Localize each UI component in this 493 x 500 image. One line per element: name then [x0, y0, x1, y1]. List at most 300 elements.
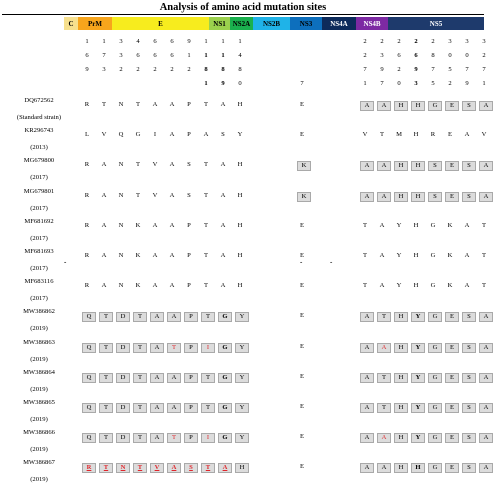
residue-cell: E	[445, 373, 459, 383]
residue-cell: H	[394, 312, 408, 322]
residue-cell: G	[218, 343, 232, 353]
title-rule	[2, 14, 484, 15]
residue-cell: A	[167, 373, 181, 383]
residue-cell: G	[218, 373, 232, 383]
residue-cell: Q	[82, 433, 96, 443]
position-digit: 0	[448, 52, 452, 59]
position-digit: 9	[187, 38, 191, 45]
position-digit: 6	[414, 52, 418, 59]
position-digit: 7	[380, 80, 384, 87]
residue-cell: P	[187, 252, 191, 259]
position-digit: 2	[482, 52, 486, 59]
residue-cell: A	[479, 312, 493, 322]
residue-cell: N	[118, 191, 124, 199]
residue-cell: G	[428, 373, 442, 383]
residue-cell: A	[377, 433, 391, 443]
position-digit: 7	[363, 66, 367, 73]
residue-cell: P	[187, 131, 191, 139]
residue-cell: H	[394, 192, 408, 202]
residue-cell: A	[360, 312, 374, 322]
region-ns4a: NS4A	[322, 17, 356, 30]
residue-cell: S	[462, 343, 476, 353]
residue-cell: G	[428, 403, 442, 413]
region-ns2b: NS2B	[253, 17, 290, 30]
position-digit: 9	[85, 66, 89, 73]
residue-cell: Y	[235, 373, 249, 383]
residue-cell: A	[360, 343, 374, 353]
residue-cell: A	[218, 463, 232, 473]
position-digit: 2	[153, 66, 157, 73]
residue-cell: E	[299, 463, 305, 471]
residue-cell: A	[464, 252, 470, 259]
region-ns2a: NS2A	[230, 17, 253, 30]
residue-cell: E	[299, 221, 305, 229]
position-digit: 7	[482, 66, 486, 73]
residue-cell: Y	[235, 403, 249, 413]
residue-cell: T	[481, 221, 487, 229]
position-digit: 3	[414, 80, 418, 87]
position-digit: 8	[431, 52, 435, 59]
residue-cell: V	[152, 191, 158, 199]
residue-cell: K	[447, 282, 453, 290]
residue-cell: A	[152, 282, 158, 290]
residue-cell: A	[203, 131, 209, 139]
residue-cell: A	[377, 161, 391, 171]
residue-cell: E	[299, 282, 305, 290]
residue-cell: H	[413, 252, 419, 259]
residue-cell: T	[133, 343, 147, 353]
residue-cell: S	[462, 433, 476, 443]
residue-cell: Y	[411, 312, 425, 322]
residue-cell: T	[481, 252, 487, 259]
residue-cell: Q	[118, 131, 124, 139]
position-digit: 3	[380, 52, 384, 59]
residue-cell: A	[379, 282, 385, 290]
residue-cell: S	[462, 192, 476, 202]
residue-cell: T	[135, 191, 141, 199]
position-digit: 0	[238, 80, 242, 87]
strain-id: MF681692	[24, 217, 54, 225]
residue-cell: R	[84, 191, 90, 199]
residue-cell: A	[150, 312, 164, 322]
position-digit: 3	[448, 38, 452, 45]
residue-cell: T	[133, 373, 147, 383]
strain-id: DQ672562	[24, 97, 54, 104]
residue-cell: T	[99, 373, 113, 383]
position-digit: 2	[170, 66, 174, 73]
strain-label	[0, 428, 78, 454]
position-digit: 3	[119, 52, 123, 59]
residue-cell: E	[299, 101, 305, 108]
residue-cell: S	[462, 373, 476, 383]
residue-cell: A	[150, 343, 164, 353]
position-digit: 8	[238, 66, 242, 73]
position-digit: 3	[102, 66, 106, 73]
strain-label	[0, 338, 78, 364]
strain-year: (2017)	[30, 204, 48, 212]
position-digit: 6	[153, 38, 157, 45]
residue-cell: A	[152, 101, 158, 108]
strain-label	[0, 126, 78, 152]
residue-cell: G	[430, 221, 436, 229]
residue-cell: A	[464, 282, 470, 290]
strain-id: MW386866	[23, 429, 55, 437]
residue-cell: H	[413, 221, 419, 229]
position-digit: 4	[136, 38, 140, 45]
position-digit: 7	[102, 52, 106, 59]
residue-cell: E	[445, 192, 459, 202]
residue-cell: T	[99, 312, 113, 322]
residue-cell: R	[430, 131, 436, 139]
residue-cell: A	[464, 131, 470, 139]
position-digit: 7	[465, 66, 469, 73]
residue-cell: G	[428, 312, 442, 322]
residue-cell: P	[184, 312, 198, 322]
residue-cell: T	[99, 343, 113, 353]
position-digit: 7	[431, 66, 435, 73]
residue-cell: A	[360, 161, 374, 171]
strain-label	[0, 398, 78, 424]
strain-label	[0, 368, 78, 394]
strain-id: MG679801	[23, 187, 55, 195]
residue-cell: H	[394, 463, 408, 473]
residue-cell: T	[203, 252, 209, 259]
residue-cell: H	[394, 161, 408, 171]
residue-cell: T	[101, 101, 107, 108]
strain-label	[0, 96, 78, 122]
strain-year: (2019)	[30, 385, 48, 393]
residue-cell: A	[169, 221, 175, 229]
strain-id: MF681693	[24, 248, 54, 255]
residue-cell: T	[377, 403, 391, 413]
residue-cell: A	[377, 463, 391, 473]
position-digit: 9	[380, 66, 384, 73]
residue-cell: Y	[396, 221, 402, 229]
strain-year: (2017)	[30, 234, 48, 242]
position-digit: 9	[414, 66, 418, 73]
residue-cell: N	[118, 101, 124, 108]
strain-year: (2017)	[30, 295, 48, 303]
residue-cell: A	[479, 433, 493, 443]
position-digit: 7	[300, 80, 304, 87]
residue-cell: H	[237, 252, 243, 259]
residue-cell: N	[118, 161, 124, 169]
residue-cell: Y	[235, 312, 249, 322]
residue-cell: V	[481, 131, 487, 139]
residue-cell: P	[184, 373, 198, 383]
residue-cell: A	[220, 191, 226, 199]
residue-cell: T	[201, 403, 215, 413]
residue-cell: A	[377, 101, 391, 111]
region-prm: PrM	[78, 17, 112, 30]
strain-id: MW386867	[23, 459, 55, 467]
residue-cell: S	[221, 131, 225, 139]
residue-cell: T	[133, 312, 147, 322]
position-digit: 6	[136, 52, 140, 59]
position-digit: 1	[85, 38, 89, 45]
residue-cell: H	[394, 433, 408, 443]
strain-id: MW386865	[23, 399, 55, 406]
residue-cell: A	[377, 343, 391, 353]
residue-cell: V	[101, 131, 107, 139]
position-digit: 2	[363, 52, 367, 59]
residue-cell: E	[299, 403, 305, 410]
residue-cell: E	[445, 433, 459, 443]
residue-cell: A	[479, 403, 493, 413]
residue-cell: A	[220, 101, 226, 108]
residue-cell: T	[133, 403, 147, 413]
residue-cell: G	[428, 463, 442, 473]
residue-cell: A	[150, 433, 164, 443]
residue-cell: E	[299, 312, 305, 320]
strain-label	[0, 307, 78, 333]
position-digit: 6	[397, 52, 401, 59]
residue-cell: E	[445, 463, 459, 473]
position-digit: 3	[465, 38, 469, 45]
residue-cell: D	[116, 403, 130, 413]
residue-cell: H	[237, 282, 243, 290]
residue-cell: T	[203, 101, 209, 108]
strain-year: (2019)	[30, 476, 48, 484]
residue-cell: A	[479, 343, 493, 353]
position-digit: 6	[170, 52, 174, 59]
residue-cell: H	[394, 101, 408, 111]
residue-cell: Q	[82, 403, 96, 413]
residue-cell: R	[84, 101, 90, 108]
residue-cell: K	[447, 221, 453, 229]
residue-cell: A	[479, 463, 493, 473]
residue-cell: H	[413, 282, 419, 290]
residue-cell: H	[237, 191, 243, 199]
strain-id: MF683116	[24, 278, 54, 286]
residue-cell: A	[379, 252, 385, 259]
position-digit: 9	[221, 80, 225, 87]
residue-cell: Q	[82, 312, 96, 322]
strain-year: (2019)	[30, 355, 48, 363]
residue-cell: A	[220, 221, 226, 229]
position-digit: 2	[363, 38, 367, 45]
residue-cell: E	[445, 101, 459, 111]
residue-cell: T	[362, 282, 368, 290]
residue-cell: E	[299, 372, 305, 380]
strain-year: (2019)	[30, 446, 48, 454]
gap-dash: -	[300, 258, 303, 266]
residue-cell: E	[445, 161, 459, 171]
residue-cell: A	[479, 373, 493, 383]
residue-cell: R	[84, 252, 90, 259]
residue-cell: H	[237, 161, 243, 169]
residue-cell: A	[377, 192, 391, 202]
residue-cell: H	[413, 131, 419, 139]
position-digit: 2	[431, 38, 435, 45]
region-ns1: NS1	[209, 17, 230, 30]
residue-cell: Y	[235, 433, 249, 443]
residue-cell: S	[187, 191, 191, 199]
position-digit: 2	[397, 66, 401, 73]
residue-cell: H	[237, 221, 243, 229]
residue-cell: A	[360, 192, 374, 202]
residue-cell: G	[430, 282, 436, 290]
residue-cell: Q	[82, 373, 96, 383]
residue-cell: S	[428, 161, 442, 171]
strain-id: KR296743	[24, 127, 54, 135]
residue-cell: T	[377, 373, 391, 383]
residue-cell: A	[479, 101, 493, 111]
residue-cell: Y	[411, 373, 425, 383]
position-digit: 1	[482, 80, 486, 87]
residue-cell: A	[220, 161, 226, 169]
residue-cell: P	[184, 403, 198, 413]
residue-cell: I	[201, 343, 215, 353]
strain-id: MW386863	[23, 338, 55, 346]
position-digit: 4	[238, 52, 242, 59]
residue-cell: T	[99, 433, 113, 443]
residue-cell: A	[167, 403, 181, 413]
gap-dash: -	[330, 258, 333, 266]
residue-cell: T	[203, 191, 209, 199]
residue-cell: R	[84, 161, 90, 169]
residue-cell: A	[101, 191, 107, 199]
residue-cell: I	[201, 433, 215, 443]
position-digit: 1	[204, 52, 208, 59]
position-digit: 2	[397, 38, 401, 45]
residue-cell: A	[169, 252, 175, 259]
residue-cell: T	[133, 463, 147, 473]
residue-cell: A	[220, 252, 226, 259]
residue-cell: G	[135, 131, 141, 139]
residue-cell: G	[218, 403, 232, 413]
residue-cell: Y	[235, 343, 249, 353]
residue-cell: L	[84, 131, 90, 139]
position-digit: 5	[431, 80, 435, 87]
residue-cell: T	[167, 433, 181, 443]
position-digit: 6	[153, 52, 157, 59]
residue-cell: D	[116, 433, 130, 443]
residue-cell: H	[411, 101, 425, 111]
residue-cell: A	[169, 131, 175, 139]
residue-cell: Y	[396, 282, 402, 290]
position-digit: 2	[414, 38, 418, 45]
region-ns5: NS5	[388, 17, 484, 30]
residue-cell: A	[169, 282, 175, 290]
residue-cell: A	[169, 101, 175, 108]
residue-cell: H	[411, 463, 425, 473]
residue-cell: H	[394, 403, 408, 413]
position-digit: 9	[465, 80, 469, 87]
residue-cell: T	[377, 312, 391, 322]
residue-cell: A	[379, 221, 385, 229]
residue-cell: G	[428, 433, 442, 443]
position-digit: 1	[238, 38, 242, 45]
residue-cell: G	[218, 433, 232, 443]
residue-cell: V	[152, 161, 158, 169]
residue-cell: E	[299, 433, 305, 441]
strain-year: (2017)	[30, 174, 48, 182]
strain-year: (2013)	[30, 144, 48, 152]
residue-cell: T	[99, 403, 113, 413]
residue-cell: A	[479, 192, 493, 202]
position-digit: 1	[102, 38, 106, 45]
strain-label	[0, 217, 78, 243]
position-digit: 6	[170, 38, 174, 45]
position-digit: 1	[221, 38, 225, 45]
residue-cell: P	[184, 343, 198, 353]
residue-cell: T	[201, 463, 215, 473]
residue-cell: T	[203, 282, 209, 290]
region-ns4b: NS4B	[356, 17, 388, 30]
residue-cell: Y	[396, 252, 402, 259]
residue-cell: T	[201, 312, 215, 322]
strain-year: (2019)	[30, 416, 48, 423]
residue-cell: A	[479, 161, 493, 171]
position-digit: 2	[380, 38, 384, 45]
gap-dash: -	[64, 258, 67, 266]
residue-cell: I	[153, 131, 157, 139]
residue-cell: E	[447, 131, 453, 139]
region-c: C	[64, 17, 78, 30]
residue-cell: H	[411, 192, 425, 202]
residue-cell: R	[82, 463, 96, 473]
residue-cell: T	[99, 463, 113, 473]
region-ns3: NS3	[290, 17, 322, 30]
residue-cell: K	[297, 161, 311, 171]
residue-cell: S	[462, 312, 476, 322]
residue-cell: T	[135, 101, 141, 108]
strain-year: (Standard strain)	[16, 114, 62, 121]
residue-cell: T	[133, 433, 147, 443]
residue-cell: T	[362, 221, 368, 229]
residue-cell: H	[235, 463, 249, 473]
residue-cell: H	[237, 101, 243, 108]
residue-cell: K	[135, 221, 141, 229]
residue-cell: P	[187, 282, 191, 290]
residue-cell: S	[428, 192, 442, 202]
residue-cell: T	[135, 161, 141, 169]
residue-cell: D	[116, 343, 130, 353]
residue-cell: A	[360, 433, 374, 443]
residue-cell: G	[428, 343, 442, 353]
residue-cell: A	[167, 312, 181, 322]
position-digit: 1	[187, 52, 191, 59]
residue-cell: E	[299, 131, 305, 139]
residue-cell: A	[152, 221, 158, 229]
position-digit: 2	[136, 66, 140, 73]
residue-cell: V	[150, 463, 164, 473]
residue-cell: T	[203, 161, 209, 169]
residue-cell: T	[362, 252, 368, 259]
strain-year: (2019)	[30, 325, 48, 333]
residue-cell: S	[187, 161, 191, 169]
residue-cell: N	[118, 221, 124, 229]
residue-cell: A	[167, 463, 181, 473]
residue-cell: T	[379, 131, 385, 139]
residue-cell: Y	[411, 343, 425, 353]
position-digit: 8	[221, 66, 225, 73]
residue-cell: A	[360, 101, 374, 111]
residue-cell: A	[169, 161, 175, 169]
residue-cell: T	[201, 373, 215, 383]
residue-cell: S	[462, 403, 476, 413]
residue-cell: Y	[411, 433, 425, 443]
region-e: E	[112, 17, 209, 30]
residue-cell: N	[118, 282, 124, 290]
strain-id: MG679800	[23, 157, 55, 165]
residue-cell: E	[445, 403, 459, 413]
residue-cell: D	[116, 312, 130, 322]
strain-label	[0, 187, 78, 213]
position-digit: 3	[482, 38, 486, 45]
position-digit: 2	[119, 66, 123, 73]
